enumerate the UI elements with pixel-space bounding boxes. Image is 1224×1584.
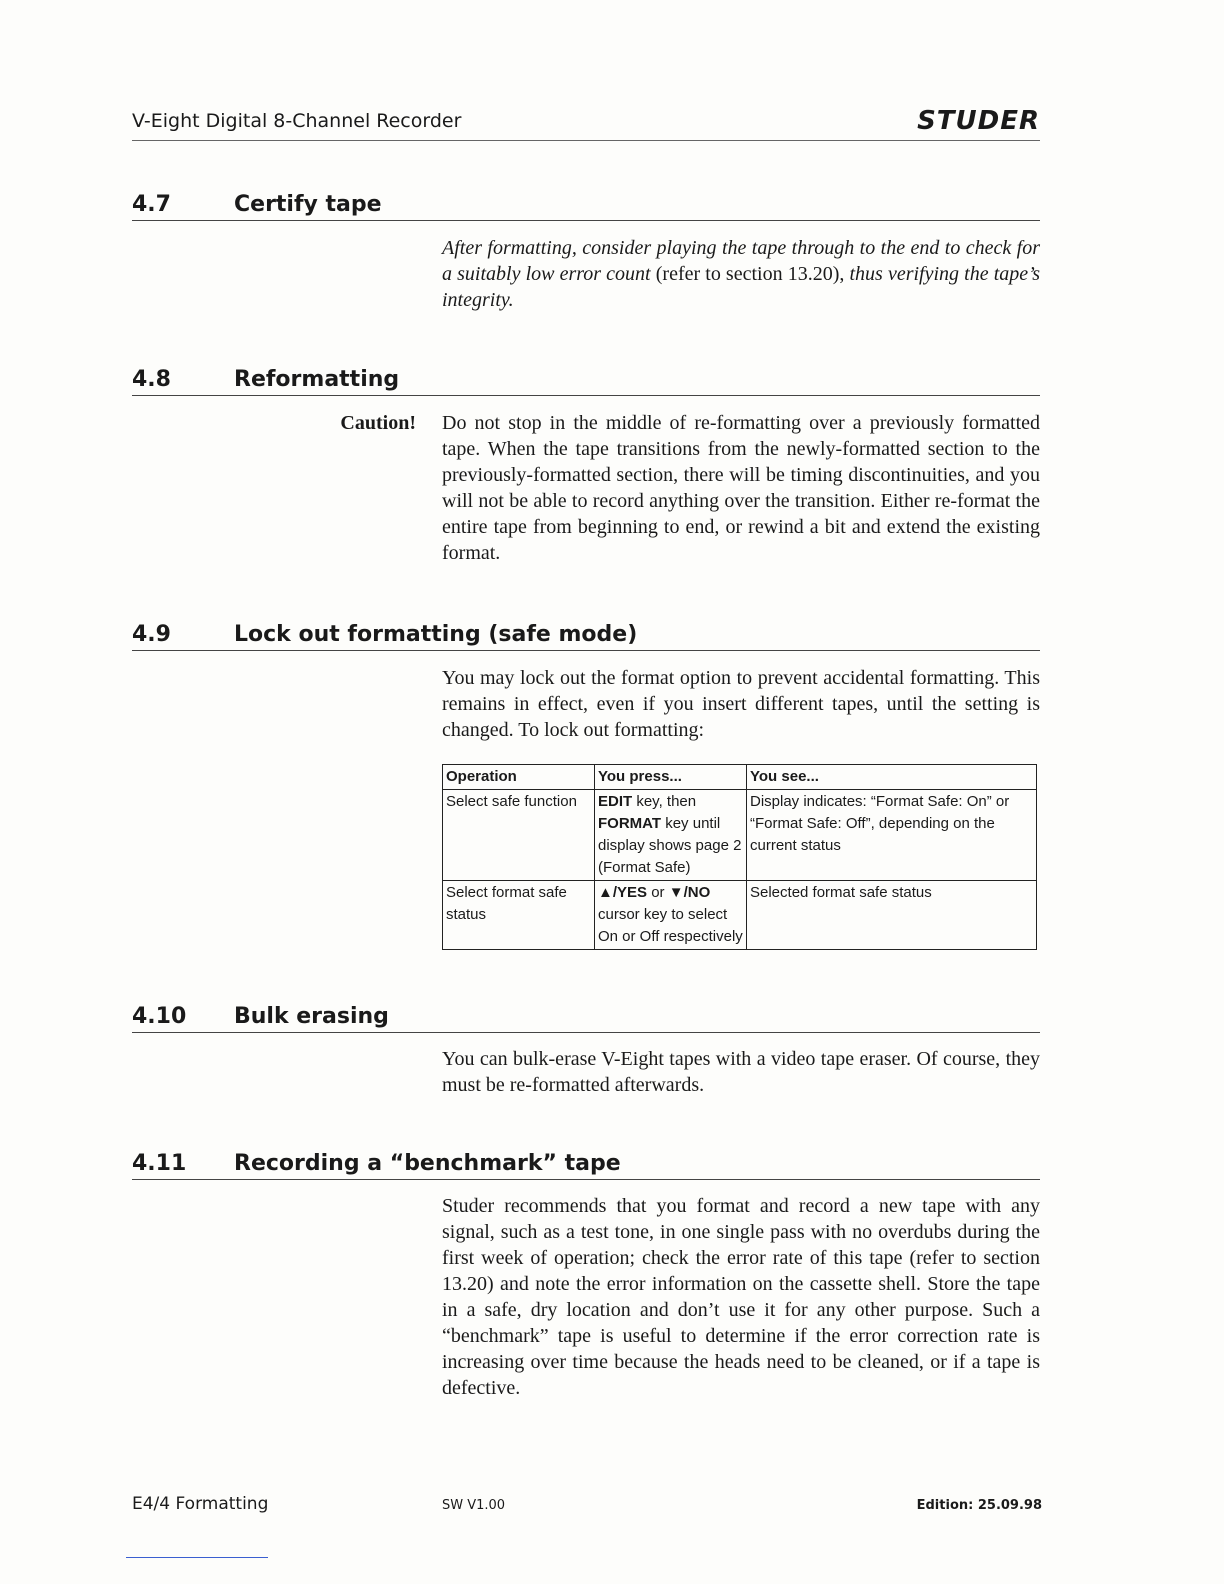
column-header-see: You see... xyxy=(747,765,1037,790)
cell-operation: Select format safe status xyxy=(443,881,595,950)
section-number: 4.10 xyxy=(132,1004,187,1029)
cell-press xyxy=(595,881,747,950)
section-title: Lock out formatting (safe mode) xyxy=(234,622,638,647)
press-text: key until display shows page 2 (Format Safe) xyxy=(598,815,742,876)
section-heading-4-9 xyxy=(132,620,1040,651)
edit-key-label: EDIT xyxy=(598,793,633,810)
section-number: 4.11 xyxy=(132,1151,187,1176)
operation-table xyxy=(442,764,1037,950)
no-key-label: ▼/NO xyxy=(668,884,711,901)
document-title: V-Eight Digital 8-Channel Recorder xyxy=(132,110,462,132)
brand-logo: STUDER xyxy=(917,106,1040,136)
section-title: Bulk erasing xyxy=(234,1004,389,1029)
caution-label: Caution! xyxy=(340,412,416,434)
column-header-press: You press... xyxy=(595,765,747,790)
table-row xyxy=(443,790,1037,881)
press-text: cursor key to select On or Off respectively xyxy=(598,906,743,945)
reformatting-paragraph: Do not stop in the middle of re-formatting over a previously formatted tape. When the tape transitions from the newly-formatted section to the previously-formatted section, there will be timing discontinuities, and you will not be able to record anything over the transition. Either re-format the entire tape from beginning to end, or rewind a bit and extend the existing format. xyxy=(442,412,1040,564)
cell-operation: Select safe function xyxy=(443,790,595,881)
certify-text-italic-1: After formatting, consider playing the tape through to the end to check for a suitably low error count xyxy=(442,237,1040,285)
section-heading-4-8 xyxy=(132,365,1040,396)
section-number: 4.9 xyxy=(132,622,171,647)
section-title: Certify tape xyxy=(234,192,382,217)
page-header xyxy=(132,108,1040,141)
footer-edition: Edition: 25.09.98 xyxy=(916,1498,1042,1513)
section-heading-4-7 xyxy=(132,190,1040,221)
section-heading-4-10 xyxy=(132,1002,1040,1033)
yes-key-label: ▲/YES xyxy=(598,884,648,901)
section-title: Reformatting xyxy=(234,367,400,392)
table-row xyxy=(443,881,1037,950)
press-text: key, then xyxy=(632,793,697,810)
section-number: 4.7 xyxy=(132,192,171,217)
certify-paragraph xyxy=(442,235,1040,313)
footer-chapter: E4/4 Formatting xyxy=(132,1494,269,1514)
scan-artifact-line xyxy=(126,1557,268,1558)
cell-press xyxy=(595,790,747,881)
bulk-paragraph: You can bulk-erase V-Eight tapes with a video tape eraser. Of course, they must be re-formatted afterwards. xyxy=(442,1048,1040,1096)
section-heading-4-11 xyxy=(132,1149,1040,1180)
cell-see: Selected format safe status xyxy=(747,881,1037,950)
certify-text-reference: (refer to section 13.20), xyxy=(650,263,850,285)
section-number: 4.8 xyxy=(132,367,171,392)
footer-software-version: SW V1.00 xyxy=(442,1498,506,1513)
table-header-row xyxy=(443,765,1037,790)
certify-text-italic-2: thus verifying the tape’s integrity. xyxy=(442,263,1040,311)
cell-see: Display indicates: “Format Safe: On” or “Format Safe: Off”, depending on the current status xyxy=(747,790,1037,881)
press-text: or xyxy=(647,884,669,901)
column-header-operation: Operation xyxy=(443,765,595,790)
format-key-label: FORMAT xyxy=(598,815,662,832)
section-title: Recording a “benchmark” tape xyxy=(234,1151,621,1176)
benchmark-paragraph: Studer recommends that you format and record a new tape with any signal, such as a test tone, in one single pass with no overdubs during the first week of operation; check the error rate of this tape (refer to section 13.20) and note the error information on the cassette shell. Store the tape in a safe, dry location and don’t use it for any other purpose. Such a “benchmark” tape is useful to determine if the error correction rate is increasing over time because the heads need to be cleaned, or if a tape is defective. xyxy=(442,1195,1040,1399)
lockout-paragraph: You may lock out the format option to prevent accidental formatting. This remains in effect, even if you insert different tapes, until the setting is changed. To lock out formatting: xyxy=(442,667,1040,741)
